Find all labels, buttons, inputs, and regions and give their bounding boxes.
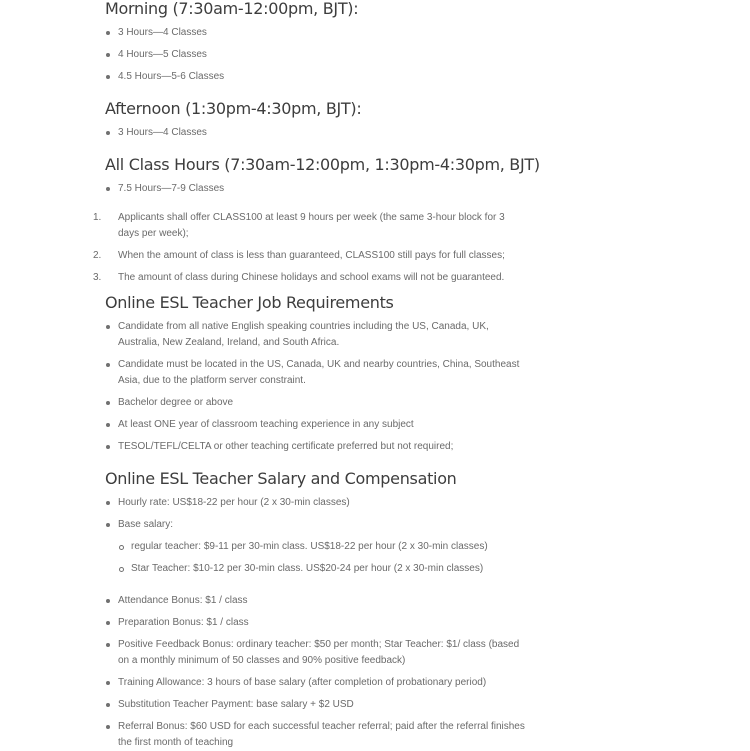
list-item: Training Allowance: 3 hours of base salary (after completion of probationary period) [105,675,525,691]
list-all-class-hours [105,181,525,197]
list-item: Candidate must be located in the US, Canada, UK and nearby countries, China, Southeast Asia, due to the platform server constraint. [105,357,525,389]
list-subitem: regular teacher: $9-11 per 30-min class. US$18-22 per hour (2 x 30-min classes) [118,539,525,555]
list-morning [105,25,525,85]
heading-all-class-hours: All Class Hours (7:30am-12:00pm, 1:30pm-4:30pm, BJT) [105,155,540,174]
list-item [105,517,525,533]
list-item: TESOL/TEFL/CELTA or other teaching certificate preferred but not required; [105,439,525,455]
heading-job-requirements: Online ESL Teacher Job Requirements [105,293,394,312]
list-item: Candidate from all native English speaking countries including the US, Canada, UK, Australia, New Zealand, Ireland, and South Africa. [105,319,525,351]
list-item [93,270,525,286]
list-item: 7.5 Hours—7-9 Classes [105,181,525,197]
list-item-text: When the amount of class is less than guaranteed, CLASS100 still pays for full classes; [118,250,505,261]
list-item: 3 Hours—4 Classes [105,25,525,41]
list-item: Referral Bonus: $60 USD for each successful teacher referral; paid after the referral finishes the first month of teaching [105,719,525,751]
list-item: At least ONE year of classroom teaching experience in any subject [105,417,525,433]
list-job-requirements [105,319,525,455]
list-item: 4.5 Hours—5-6 Classes [105,69,525,85]
list-afternoon [105,125,525,141]
notes-list [93,210,525,286]
list-item [93,210,525,242]
list-number: 1. [93,212,102,223]
article-content [93,0,540,751]
list-item: Attendance Bonus: $1 / class [105,593,525,609]
list-item [93,248,525,264]
list-item-text: Applicants shall offer CLASS100 at least 9 hours per week (the same 3-hour block for 3 days per week); [118,212,505,239]
list-item: Substitution Teacher Payment: base salary + $2 USD [105,697,525,713]
list-number: 2. [93,250,102,261]
list-item: Positive Feedback Bonus: ordinary teacher: $50 per month; Star Teacher: $1/ class (based on a monthly minimum of 50 classes and 90% positive feedback) [105,637,525,669]
list-item: 3 Hours—4 Classes [105,125,525,141]
list-subitem: Star Teacher: $10-12 per 30-min class. US$20-24 per hour (2 x 30-min classes) [118,561,525,577]
list-item: Bachelor degree or above [105,395,525,411]
heading-afternoon: Afternoon (1:30pm-4:30pm, BJT): [105,99,362,118]
list-number: 3. [93,272,102,283]
list-item: 4 Hours—5 Classes [105,47,525,63]
list-item: Preparation Bonus: $1 / class [105,615,525,631]
list-salary [105,495,525,751]
list-item-text: The amount of class during Chinese holidays and school exams will not be guaranteed. [118,272,505,283]
heading-salary: Online ESL Teacher Salary and Compensation [105,469,457,488]
heading-morning: Morning (7:30am-12:00pm, BJT): [105,0,359,18]
list-item-text: Base salary: [118,519,174,530]
list-item: Hourly rate: US$18-22 per hour (2 x 30-min classes) [105,495,525,511]
